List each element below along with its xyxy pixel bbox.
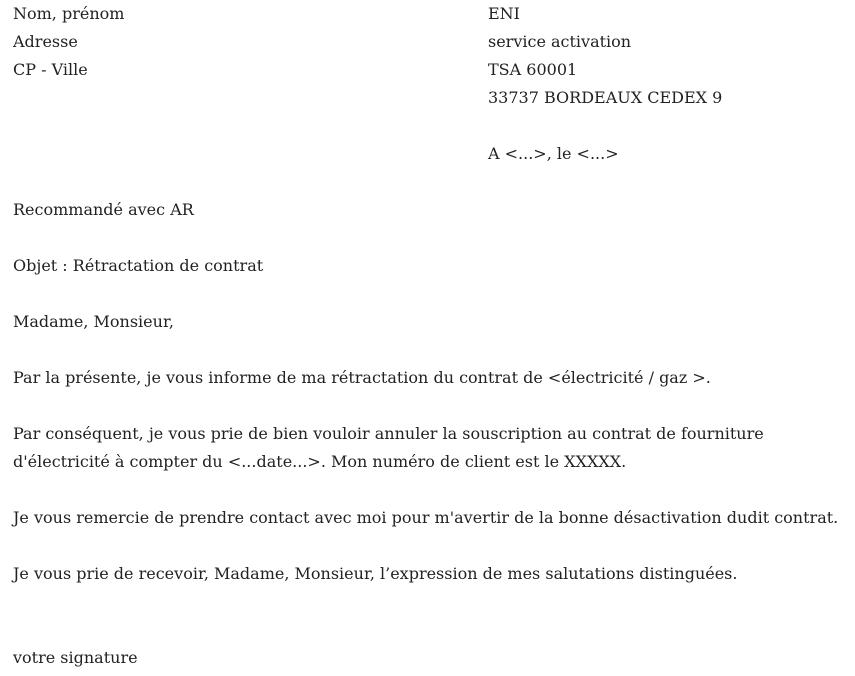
recipient-box: TSA 60001 <box>488 60 578 79</box>
paragraph-retraction: Par la présente, je vous informe de ma rétractation du contrat de <électricité / gaz >. <box>13 368 711 387</box>
signature: votre signature <box>13 648 138 667</box>
recipient-postal: 33737 BORDEAUX CEDEX 9 <box>488 88 723 107</box>
recipient-company: ENI <box>488 4 520 23</box>
sender-city: CP - Ville <box>13 60 88 79</box>
sender-name: Nom, prénom <box>13 4 125 23</box>
place-date: A <...>, le <...> <box>488 144 619 163</box>
salutation: Madame, Monsieur, <box>13 312 174 331</box>
paragraph-closing: Je vous prie de recevoir, Madame, Monsieur, l’expression de mes salutations distinguées. <box>13 564 738 583</box>
paragraph-thanks: Je vous remercie de prendre contact avec moi pour m'avertir de la bonne désactivation dudit contrat. <box>13 508 839 527</box>
sender-address: Adresse <box>13 32 78 51</box>
recipient-department: service activation <box>488 32 632 51</box>
paragraph-cancellation: Par conséquent, je vous prie de bien vouloir annuler la souscription au contrat de fourniture d'électricité à compter du <...date...>. Mon numéro de client est le XXXXX. <box>13 424 764 471</box>
delivery-method: Recommandé avec AR <box>13 200 194 219</box>
subject-line: Objet : Rétractation de contrat <box>13 256 264 275</box>
